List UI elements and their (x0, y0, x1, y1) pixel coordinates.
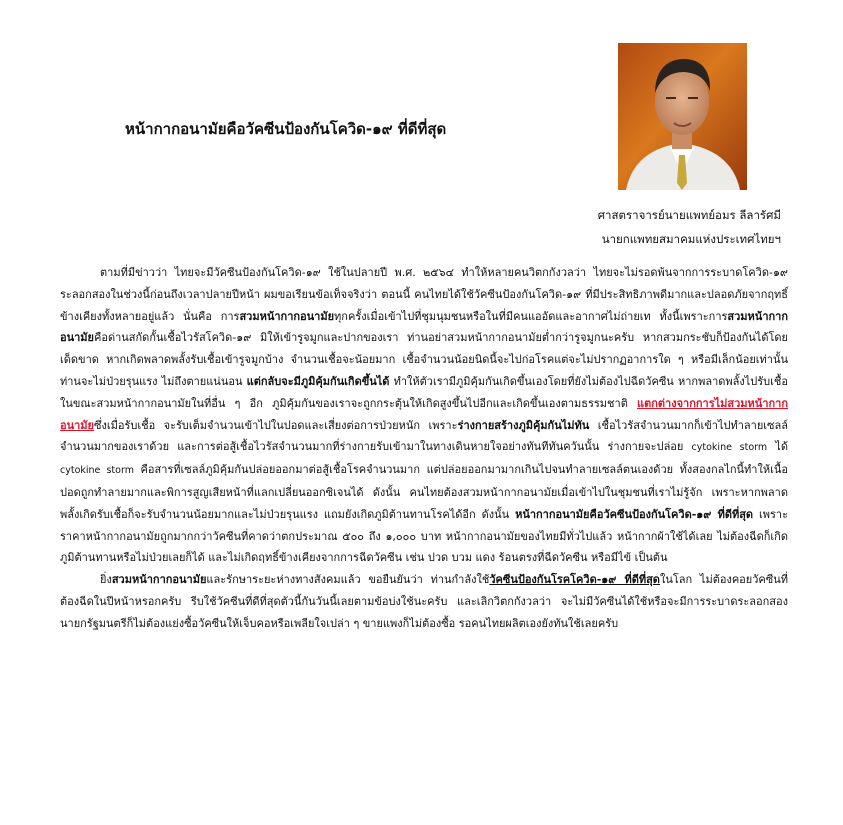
p2-text: ยิ่ง (100, 573, 112, 587)
p1-emphasis: สวมหน้ากากอนามัย (239, 309, 335, 323)
p1-emphasis: สวมหน้ากากอนามัย (60, 309, 788, 345)
p1-emphasis: ร่างกายสร้างภูมิคุ้มกันไม่ทัน (457, 418, 590, 432)
p1-text: ตามที่มีข่าวว่า ไทยจะมีวัคซีนป้องกันโควิด-๑๙ ใช้ในปลายปี พ.ศ. ๒๕๖๔ ทำให้หลายคนวิตกกังวลว่า ไทยจะไม่รอดพ้นจากการระบาดโควิด-๑๙ ระลอกสองในช่วงนี้ก่อนถึงเวลาปลายปีหน้า ผมขอเรียนข้อเท็จจริงว่า ตอนนี้ คนไทยได้ใช้วัคซีนป้องกันโควิด-๑๙ ที่มีประสิทธิภาพดีมากและปลอดภัยจากฤทธิ์ข้างเคียงทั้งหลายอยู่แล้ว นั่นคือ การ (60, 266, 788, 323)
p1-emphasis: หน้ากากอนามัยคือวัคซีนป้องกันโควิด-๑๙ ที่ดีที่สุด (515, 507, 754, 521)
author-position: นายกแพทยสมาคมแห่งประเทศไทยฯ (601, 232, 781, 246)
p2-text: ในโลก ไม่ต้องคอยวัคซีนที่ต้องฉีดในปีหน้าหรอกครับ รีบใช้วัคซีนที่ดีที่สุดตัวนี้กันวันนี้เลยตามข้อบ่งใช้นะครับ และเลิกวิตกกังวลว่า จะไม่มีวัคซีนได้ใช้หรือจะมีการระบาดระลอกสอง นายกรัฐมนตรีก็ไม่ต้องแย่งซื้อวัคซีนให้เจ็บคอหรือเพลียใจเปล่า ๆ ขายแพงก็ไม่ต้องซื้อ รอคนไทยผลิตเองยังทันใช้เลยครับ (60, 573, 789, 630)
p1-text: ทำให้ตัวเรามีภูมิคุ้มกันเกิดขึ้นเองโดยที่ยังไม่ต้องไปฉีดวัคซีน หากพลาดพลั้งไปรับเชื้อในขณะสวมหน้ากากอนามัยในที่อื่น ๆ อีก ภูมิคุ้มกันของเราจะถูกกระตุ้นให้เกิดสูงขึ้นไปอีกและเกิดขึ้นเองตามธรรมชาติ (60, 374, 788, 410)
p2-emphasis: สวมหน้ากากอนามัย (111, 573, 207, 587)
p1-text: ซึ่งเมื่อรับเชื้อ จะรับเต็มจำนวนเข้าไปในปอดและเสี่ยงต่อการป่วยหนัก เพราะ (94, 418, 458, 432)
paragraph-1 (60, 262, 788, 569)
author-portrait-image (618, 43, 747, 190)
p1-text: เพราะราคาหน้ากากอนามัยถูกมากกว่าวัคซีนที่คาดว่าตกประมาณ ๕๐๐ ถึง ๑,๐๐๐ บาท หน้ากากอนามัยของไทยมีทั่วไปแล้ว หน้ากากผ้าใช้ได้เลย ไม่ต้องฉีดก็เกิดภูมิต้านทานหรือไม่ป่วยเลยก็ได้ และไม่เกิดฤทธิ์ข้างเคียงจากการฉีดวัคซีน เช่น ปวด บวม แดง ร้อนตรงที่ฉีดวัคซีน หรือมีไข้ เป็นต้น (60, 507, 788, 565)
article-title: หน้ากากอนามัยคือวัคซีนป้องกันโควิด-๑๙ ที่ดีที่สุด (125, 120, 447, 138)
p2-underline-emphasis: วัคซีนป้องกันโรคโควิด-๑๙ ที่ดีที่สุด (489, 573, 660, 587)
p1-text: ได้ (767, 440, 788, 454)
p1-term: cytokine storm (60, 465, 134, 477)
author-block (598, 203, 781, 251)
p1-term: cytokine storm (691, 442, 768, 454)
author-photo (618, 43, 747, 190)
article-body (60, 262, 788, 635)
p1-emphasis: แต่กลับจะมีภูมิคุ้มกันเกิดขึ้นได้ (246, 374, 390, 388)
p1-text: คือด่านสกัดกั้นเชื้อไวรัสโควิด-๑๙ มิให้เข้ารูจมูกและปากของเรา ท่านอย่าสวมหน้ากากอนามัยต่ำกว่ารูจมูกนะครับ หากสวมกระชับก็ป้องกันได้โดยเด็ดขาด หากเกิดพลาดพลั้งรับเชื้อเข้ารูจมูกบ้าง จำนวนเชื้อจะน้อยมาก เชื้อจำนวนน้อยนิดนี้จะไปก่อโรคแต่จะไม่ปรากฏอาการใด ๆ หรือมีเล็กน้อยเท่านั้น ท่านจะไม่ป่วยรุนแรง ไม่ถึงตายแน่นอน (60, 331, 788, 388)
p1-text: เชื้อไวรัสจำนวนมากก็เข้าไปทำลายเซลล์จำนวนมากของเราด้วย และการต่อสู้เชื้อไวรัสจำนวนมากที่ร่างกายรับเข้ามาในทางเดินหายใจอย่างทันทีทันควันนั้น ร่างกายจะปล่อย (60, 418, 788, 454)
p1-red-highlight: แตกต่างจากการไม่สวมหน้ากากอนามัย (60, 396, 788, 432)
p2-text: และรักษาระยะห่างทางสังคมแล้ว ขอยืนยันว่า ท่านกำลังใช้ (206, 573, 490, 587)
p1-text: ทุกครั้งเมื่อเข้าไปที่ชุมนุมชนหรือในที่มีคนแออัดและอากาศไม่ถ่ายเท ทั้งนี้เพราะการ (334, 309, 728, 323)
author-name: ศาสตราจารย์นายแพทย์อมร ลีลารัศมี (597, 208, 781, 222)
p1-text: คือสารที่เซลล์ภูมิคุ้มกันปล่อยออกมาต่อสู้เชื้อโรคจำนวนมาก แต่ปล่อยออกมามากเกินไปจนทำลายเซลล์ตนเองด้วย ทั้งสองกลไกนี้ทำให้เนื้อปอดถูกทำลายมากและพิการสูญเสียหน้าที่แลกเปลี่ยนออกซิเจนได้ ดังนั้น คนไทยต้องสวมหน้ากากอนามัยเมื่อเข้าไปในชุมชนที่เราไม่รู้จัก เพราะหากพลาดพลั้งเกิดรับเชื้อก็จะรับจำนวนน้อยมากและไม่ป่วยรุนแรง แถมยังเกิดภูมิต้านทานโรคได้อีก ดังนั้น (60, 463, 788, 521)
paragraph-2 (60, 569, 788, 634)
